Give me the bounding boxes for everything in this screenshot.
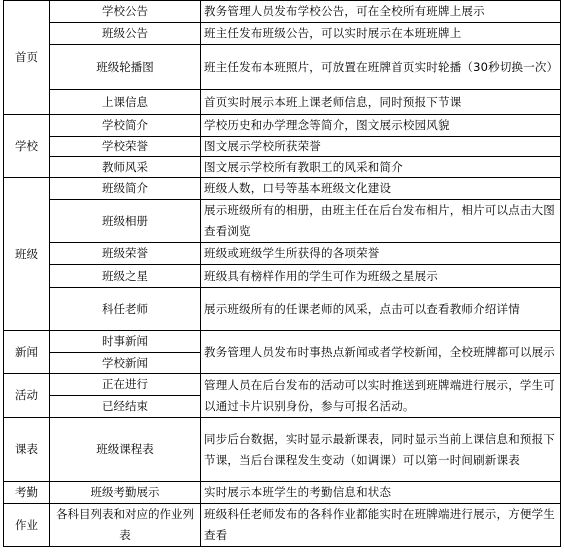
table-row — [4, 265, 561, 288]
module-cell: 班级相册 — [50, 200, 201, 243]
table-row — [4, 1, 561, 23]
description-cell: 图文展示学校所获荣誉 — [201, 137, 561, 157]
module-cell: 学校新闻 — [50, 353, 201, 374]
table-row — [4, 45, 561, 90]
module-cell: 正在进行 — [50, 374, 201, 396]
module-cell: 班级之星 — [50, 265, 201, 288]
description-cell: 展示班级所有的相册，由班主任在后台发布相片，相片可以点击大图查看浏览 — [201, 200, 561, 243]
module-cell: 班级课程表 — [50, 418, 201, 482]
description-cell: 教务管理人员发布时事热点新闻或者学校新闻，全校班牌都可以展示 — [201, 331, 561, 374]
category-cell: 作业 — [4, 504, 50, 547]
description-cell: 班主任发布班级公告，可以实时展示在本班班牌上 — [201, 23, 561, 45]
table-row — [4, 23, 561, 45]
description-cell: 管理人员在后台发布的活动可以实时推送到班牌端进行展示，学生可以通过卡片识别身份，参与可报名活动。 — [201, 374, 561, 418]
module-cell: 班级荣誉 — [50, 243, 201, 265]
table-row — [4, 504, 561, 547]
table-row — [4, 418, 561, 482]
description-cell: 展示班级所有的任课老师的风采，点击可以查看教师介绍详情 — [201, 288, 561, 331]
table-row — [4, 115, 561, 137]
description-cell: 班主任发布本班照片，可放置在班牌首页实时轮播（30秒切换一次） — [201, 45, 561, 90]
module-cell: 学校公告 — [50, 1, 201, 23]
module-cell: 教师风采 — [50, 157, 201, 178]
category-cell: 新闻 — [4, 331, 50, 374]
description-cell: 班级科任老师发布的各科作业都能实时在班牌端进行展示，方便学生查看 — [201, 504, 561, 547]
module-cell: 班级考勤展示 — [50, 482, 201, 504]
table-row — [4, 178, 561, 200]
description-cell: 教务管理人员发布学校公告，可在全校所有班牌上展示 — [201, 1, 561, 23]
module-cell: 班级简介 — [50, 178, 201, 200]
feature-table — [3, 0, 561, 547]
description-cell: 班级人数，口号等基本班级文化建设 — [201, 178, 561, 200]
category-cell: 首页 — [4, 1, 50, 115]
table-row — [4, 200, 561, 243]
description-cell: 实时展示本班学生的考勤信息和状态 — [201, 482, 561, 504]
module-cell: 班级公告 — [50, 23, 201, 45]
description-cell: 首页实时展示本班上课老师信息，同时预报下节课 — [201, 90, 561, 115]
module-cell: 上课信息 — [50, 90, 201, 115]
module-cell: 时事新闻 — [50, 331, 201, 353]
description-cell: 图文展示学校所有教职工的风采和简介 — [201, 157, 561, 178]
table-row — [4, 331, 561, 353]
category-cell: 课表 — [4, 418, 50, 482]
module-cell: 学校荣誉 — [50, 137, 201, 157]
description-cell: 班级具有榜样作用的学生可作为班级之星展示 — [201, 265, 561, 288]
table-row — [4, 374, 561, 396]
category-cell: 班级 — [4, 178, 50, 331]
module-cell: 已经结束 — [50, 396, 201, 418]
table-row — [4, 243, 561, 265]
description-cell: 班级或班级学生所获得的各项荣誉 — [201, 243, 561, 265]
module-cell: 班级轮播图 — [50, 45, 201, 90]
table-row — [4, 482, 561, 504]
description-cell: 学校历史和办学理念等简介，图文展示校园风貌 — [201, 115, 561, 137]
table-row — [4, 137, 561, 157]
category-cell: 考勤 — [4, 482, 50, 504]
module-cell: 各科目列表和对应的作业列表 — [50, 504, 201, 547]
category-cell: 学校 — [4, 115, 50, 178]
table-row — [4, 90, 561, 115]
category-cell: 活动 — [4, 374, 50, 418]
description-cell: 同步后台数据，实时显示最新课表，同时显示当前上课信息和预报下节课，当后台课程发生变动（如调课）可以第一时间刷新课表 — [201, 418, 561, 482]
table-row — [4, 288, 561, 331]
module-cell: 科任老师 — [50, 288, 201, 331]
table-row — [4, 157, 561, 178]
module-cell: 学校简介 — [50, 115, 201, 137]
